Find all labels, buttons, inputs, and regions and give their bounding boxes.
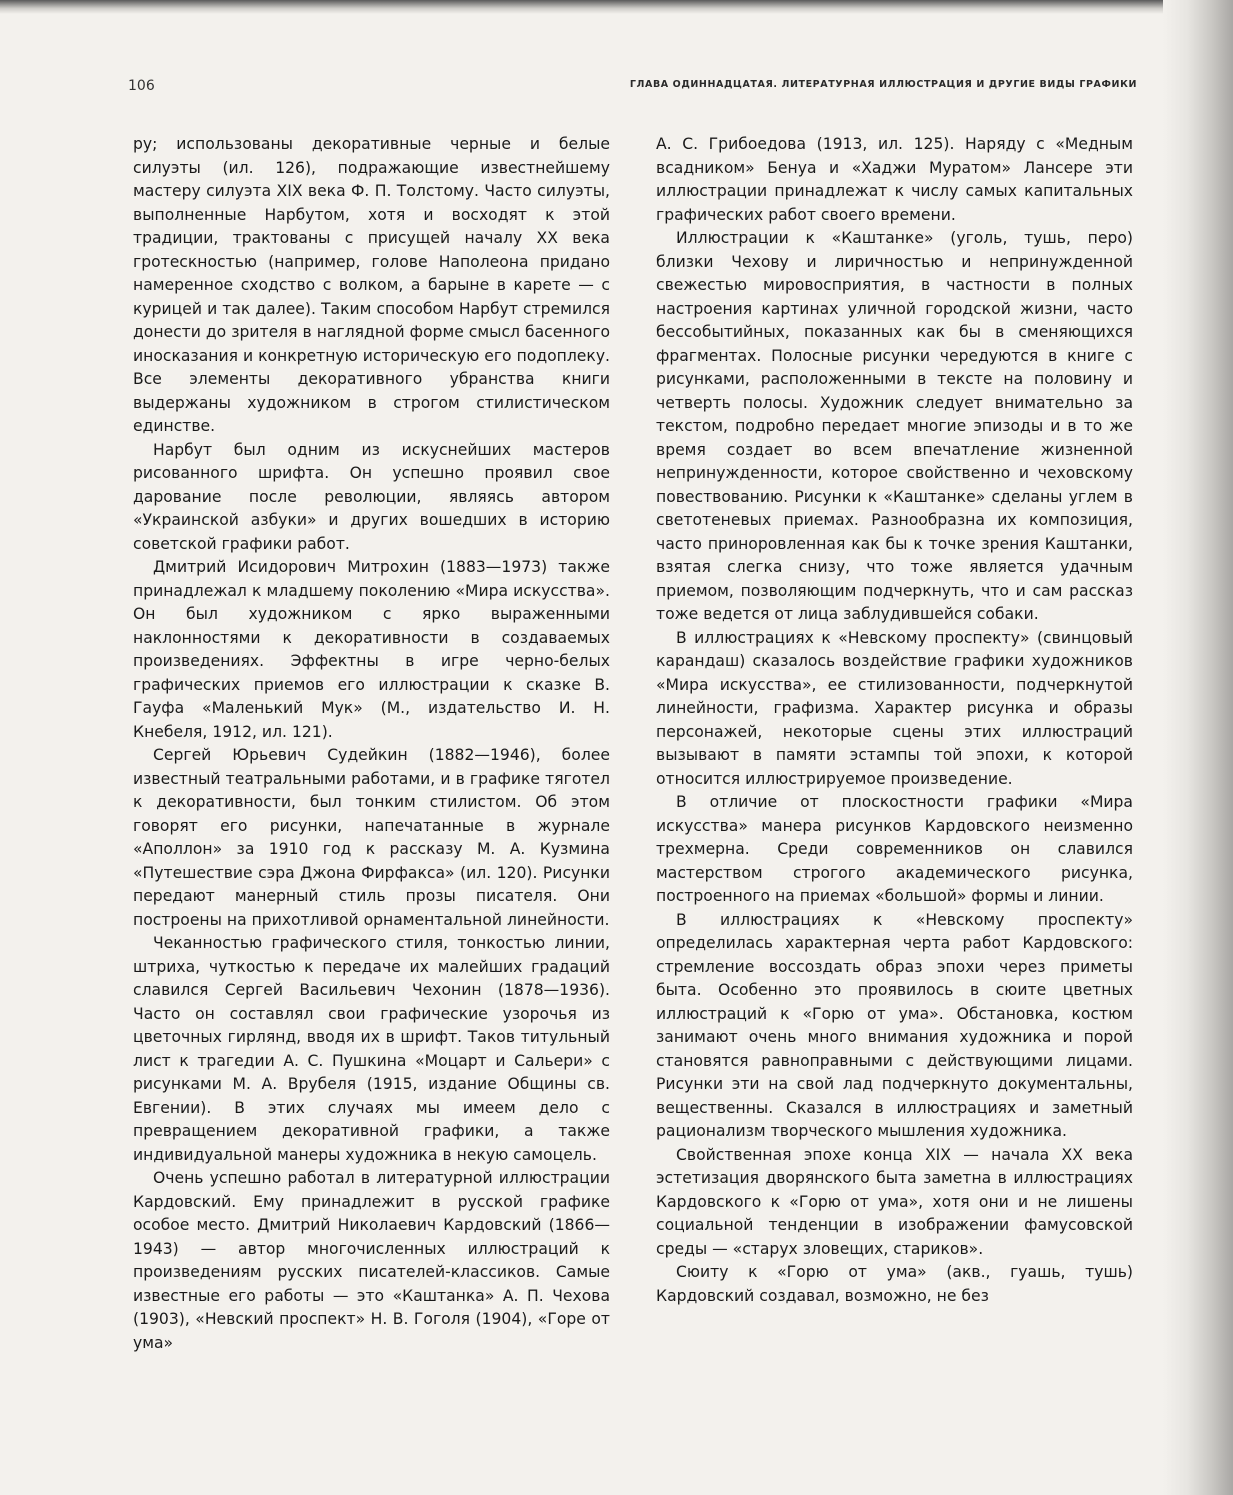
paragraph: В отличие от плоскостности графики «Мира искусства» манера рисунков Кардовского неизменно трехмерна. Среди современников он славился мастерством строгого академического рисунка, построенного на приемах «большой» формы и линии. [656,793,1133,905]
paragraph: Чеканностью графического стиля, тонкостью линии, штриха, чуткостью к передаче их малейших градаций славился Сергей Васильевич Чехонин (1878—1936). Часто он составлял свои графические узорочья из цветочных гирлянд, вводя их в шрифт. Таков титульный лист к трагедии А. С. Пушкина «Моцарт и Сальери» с рисунками М. А. Врубеля (1915, издание Общины св. Евгении). В этих случаях мы имеем дело с превращением декоративной графики, а также индивидуальной манеры художника в некую самоцель. [133,934,610,1164]
page-top-edge-shadow [0,0,1233,14]
paragraph: Сергей Юрьевич Судейкин (1882—1946), более известный театральными работами, и в графике тяготел к декоративности, был тонким стилистом. Об этом говорят его рисунки, напечатанные в журнале «Аполлон» за 1910 год к рассказу М. А. Кузмина «Путешествие сэра Джона Фирфакса» (ил. 120). Рисунки передают манерный стиль прозы писателя. Они построены на прихотливой орнаментальной линейности. [133,746,610,929]
paragraph: Очень успешно работал в литературной иллюстрации Кардовский. Ему принадлежит в русской графике особое место. Дмитрий Николаевич Кардовский (1866—1943) — автор многочисленных иллюстраций к произведениям русских писателей-классиков. Самые известные его работы — это «Каштанка» А. П. Чехова (1903), «Невский проспект» Н. В. Гоголя (1904), «Горе от ума» [133,1169,610,1352]
running-head: ГЛАВА ОДИННАДЦАТАЯ. ЛИТЕРАТУРНАЯ ИЛЛЮСТРАЦИЯ И ДРУГИЕ ВИДЫ ГРАФИКИ [629,79,1137,90]
page-gutter-shadow [1163,0,1233,1495]
paragraph: Свойственная эпохе конца XIX — начала XX века эстетизация дворянского быта заметна в иллюстрациях Кардовского к «Горю от ума», хотя они и не лишены социальной тенденции в изображении фамусовской среды — «старух зловещих, стариков». [656,1145,1133,1258]
paragraph: В иллюстрациях к «Невскому проспекту» определилась характерная черта работ Кардовского: стремление воссоздать образ эпохи через приметы быта. Особенно это проявилось в сюите цветных иллюстраций к «Горю от ума». Обстановка, костюм занимают очень много внимания художника и порой становятся равноправными с действующими лицами. Рисунки эти на свой лад подчеркнуто документальны, вещественны. Сказался в иллюстрациях и заметный рационализм творческого мышления художника. [656,910,1133,1140]
page-number: 106 [128,78,155,94]
paragraph: Нарбут был одним из искуснейших мастеров рисованного шрифта. Он успешно проявил свое дарование после революции, являясь автором «Украинской азбуки» и других вошедших в историю советской графики работ. [133,440,610,553]
paragraph: В иллюстрациях к «Невскому проспекту» (свинцовый карандаш) сказалось воздействие графики художников «Мира искусства», ее стилизованности, подчеркнутой линейности, графизма. Характер рисунка и образы персонажей, некоторые сцены этих иллюстраций вызывают в памяти эстампы той эпохи, к которой относится иллюстрируемое произведение. [656,628,1133,788]
paragraph: А. С. Грибоедова (1913, ил. 125). Наряду с «Медным всадником» Бенуа и «Хаджи Муратом» Лансере эти иллюстрации принадлежат к числу самых капитальных графических работ своего времени. [656,135,1133,224]
paragraph: Иллюстрации к «Каштанке» (уголь, тушь, перо) близки Чехову и лиричностью и непринужденной свежестью мировосприятия, в частности в полных настроения картинах уличной городской жизни, часто бессобытийных, показанных как бы в сменяющихся фрагментах. Полосные рисунки чередуются в книге с рисунками, расположенными в тексте на половину и четверть полосы. Художник следует внимательно за текстом, подробно передает многие эпизоды и в то же время создает во всем впечатление жизненной непринужденности, которое свойственно и чеховскому повествованию. Рисунки к «Каштанке» сделаны углем в светотеневых приемах. Разнообразна их композиция, часто приноровленная как бы к точке зрения Каштанки, взятая слегка снизу, что тоже является удачным приемом, позволяющим подчеркнуть, что и сам рассказ тоже ведется от лица заблудившейся собаки. [656,229,1133,623]
paragraph: Сюиту к «Горю от ума» (акв., гуашь, тушь) Кардовский создавал, возможно, не без [656,1263,1133,1305]
paragraph: ру; использованы декоративные черные и белые силуэты (ил. 126), подражающие известнейшему мастеру силуэта XIX века Ф. П. Толстому. Часто силуэты, выполненные Нарбутом, хотя и восходят к этой традиции, трактованы с присущей началу XX века гротескностью (например, голове Наполеона придано намеренное сходство с волком, а барыне в карете — с курицей и так далее). Таким способом Нарбут стремился донести до зрителя в наглядной форме смысл басенного иносказания и конкретную историческую его подоплеку. Все элементы декоративного убранства книги выдержаны художником в строгом стилистическом единстве. [133,135,610,435]
right-column [656,133,1133,1308]
left-column [133,133,610,1355]
paragraph: Дмитрий Исидорович Митрохин (1883—1973) также принадлежал к младшему поколению «Мира искусства». Он был художником с ярко выраженными наклонностями к декоративности в создаваемых произведениях. Эффектны в игре черно-белых графических приемов его иллюстрации к сказке В. Гауфа «Маленький Мук» (М., издательство И. Н. Кнебеля, 1912, ил. 121). [133,558,610,741]
